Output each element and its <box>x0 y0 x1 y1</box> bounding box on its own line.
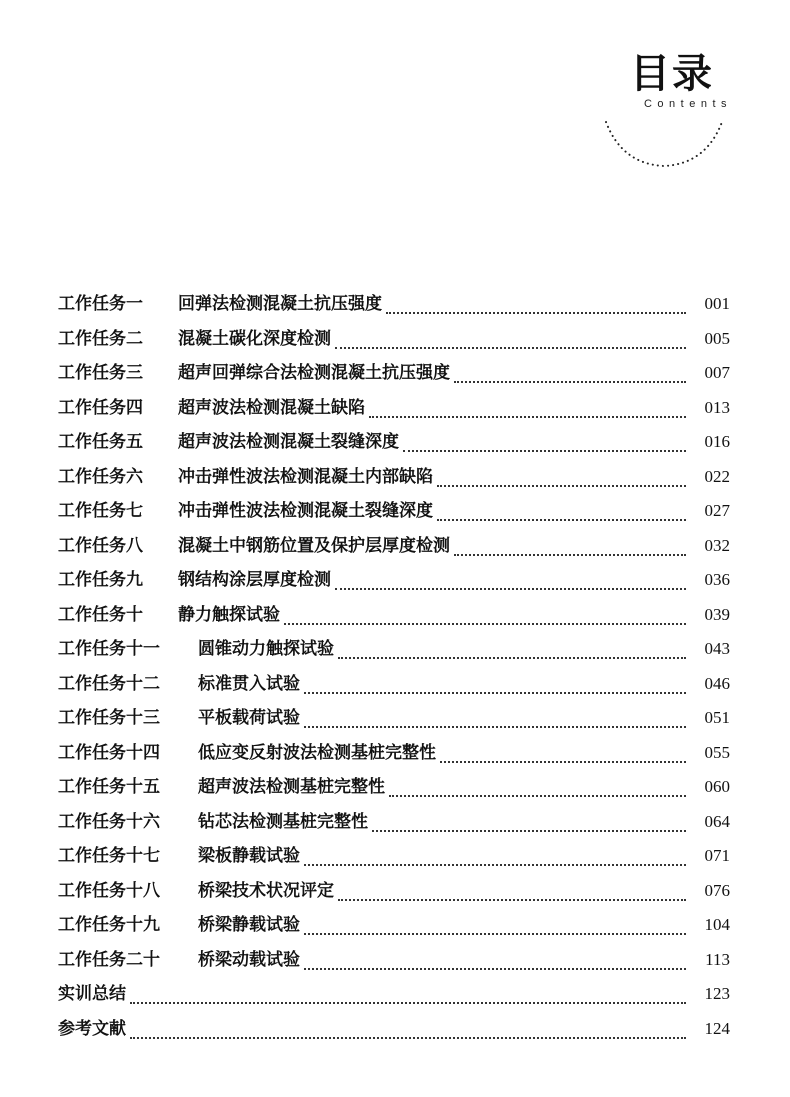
dot-leader <box>130 992 686 1004</box>
toc-entry[interactable] <box>58 1012 730 1047</box>
toc-entry-title: 桥梁动载试验 <box>198 949 300 970</box>
dot-leader <box>130 1027 686 1039</box>
toc-entry-page-number: 032 <box>704 535 730 555</box>
dot-leader <box>437 475 686 487</box>
dot-leader <box>304 716 686 728</box>
toc-entry-page-number: 104 <box>704 915 730 934</box>
dot-leader <box>389 785 686 797</box>
toc-entry-page-number: 071 <box>704 846 730 865</box>
toc-entry-title: 桥梁技术状况评定 <box>198 880 334 901</box>
dot-leader <box>335 578 686 590</box>
toc-entry[interactable] <box>58 874 730 909</box>
dot-leader <box>284 613 686 625</box>
toc-entry[interactable] <box>58 770 730 805</box>
dot-leader <box>304 682 686 694</box>
toc-entry-page-number: 013 <box>704 397 730 417</box>
toc-entry-page-number: 046 <box>704 673 730 693</box>
toc-entry-title: 平板载荷试验 <box>198 708 300 728</box>
toc-entry-label: 工作任务八 <box>58 535 143 556</box>
toc-entry-label: 工作任务二 <box>58 328 143 349</box>
toc-entry-label: 工作任务五 <box>58 432 143 452</box>
dot-leader <box>386 302 686 314</box>
toc-entry-label: 工作任务三 <box>58 363 143 383</box>
toc-entry-label: 工作任务十三 <box>58 708 160 728</box>
toc-entry[interactable] <box>58 391 730 426</box>
toc-entry-title: 低应变反射波法检测基桩完整性 <box>198 742 436 763</box>
toc-entry-title: 回弹法检测混凝土抗压强度 <box>178 294 382 314</box>
dot-leader <box>437 509 686 521</box>
toc-entry[interactable] <box>58 632 730 667</box>
toc-entry-label: 工作任务七 <box>58 501 143 521</box>
toc-entry-page-number: 007 <box>704 363 730 382</box>
toc-entry[interactable] <box>58 805 730 840</box>
dot-leader <box>369 406 686 418</box>
toc-entry[interactable] <box>58 908 730 943</box>
toc-entry-title: 超声波法检测混凝土裂缝深度 <box>178 432 399 452</box>
toc-entry-page-number: 039 <box>704 604 730 624</box>
toc-entry-page-number: 123 <box>704 984 730 1003</box>
toc-entry[interactable] <box>58 598 730 633</box>
dot-leader <box>338 889 686 901</box>
toc-entry-label: 工作任务九 <box>58 570 143 590</box>
toc-entry-title: 混凝土碳化深度检测 <box>178 328 331 349</box>
toc-entry-page-number: 005 <box>704 328 730 348</box>
dot-leader <box>338 647 686 659</box>
dot-leader <box>304 854 686 866</box>
dotted-arc-ornament <box>602 118 726 172</box>
toc-entry-title: 梁板静载试验 <box>198 846 300 866</box>
toc-entry[interactable] <box>58 736 730 771</box>
toc-entry-title: 超声回弹综合法检测混凝土抗压强度 <box>178 363 450 383</box>
dot-leader <box>304 958 686 970</box>
page-title: 目录 <box>630 51 714 97</box>
dot-leader <box>440 751 686 763</box>
dot-leader <box>304 923 686 935</box>
dot-leader <box>454 544 686 556</box>
table-of-contents <box>58 287 730 1046</box>
toc-entry-title: 圆锥动力触探试验 <box>198 639 334 659</box>
dot-leader <box>403 440 686 452</box>
toc-entry-page-number: 051 <box>704 708 730 727</box>
toc-entry-title: 超声波法检测基桩完整性 <box>198 777 385 797</box>
toc-entry-page-number: 016 <box>704 432 730 451</box>
toc-entry[interactable] <box>58 494 730 529</box>
toc-entry-page-number: 055 <box>704 742 730 762</box>
toc-entry-page-number: 076 <box>704 880 730 900</box>
toc-entry-title: 静力触探试验 <box>178 604 280 625</box>
toc-entry[interactable] <box>58 356 730 391</box>
toc-entry-label: 工作任务二十 <box>58 949 160 970</box>
toc-entry-label: 工作任务十九 <box>58 915 160 935</box>
toc-entry-page-number: 124 <box>704 1018 730 1038</box>
toc-entry-label: 工作任务十八 <box>58 880 160 901</box>
dot-leader <box>372 820 686 832</box>
dot-leader <box>454 371 686 383</box>
toc-entry-label: 参考文献 <box>58 1018 126 1039</box>
toc-entry[interactable] <box>58 529 730 564</box>
toc-entry-page-number: 060 <box>704 777 730 796</box>
toc-entry-label: 工作任务一 <box>58 294 143 314</box>
toc-entry-label: 工作任务十五 <box>58 777 160 797</box>
toc-entry-page-number: 036 <box>704 570 730 589</box>
toc-entry[interactable] <box>58 322 730 357</box>
toc-entry-label: 工作任务十一 <box>58 639 160 659</box>
toc-entry-page-number: 022 <box>704 466 730 486</box>
toc-entry-title: 钢结构涂层厚度检测 <box>178 570 331 590</box>
toc-entry[interactable] <box>58 943 730 978</box>
toc-entry-page-number: 043 <box>704 639 730 658</box>
toc-entry-page-number: 064 <box>704 811 730 831</box>
toc-entry-page-number: 001 <box>704 294 730 313</box>
toc-entry-title: 混凝土中钢筋位置及保护层厚度检测 <box>178 535 450 556</box>
toc-entry[interactable] <box>58 460 730 495</box>
toc-entry-label: 实训总结 <box>58 984 126 1004</box>
toc-entry[interactable] <box>58 287 730 322</box>
toc-entry-title: 钻芯法检测基桩完整性 <box>198 811 368 832</box>
page-subtitle: Contents <box>643 98 732 110</box>
toc-entry-label: 工作任务四 <box>58 397 143 418</box>
toc-entry-label: 工作任务十七 <box>58 846 160 866</box>
toc-entry[interactable] <box>58 839 730 874</box>
toc-entry-label: 工作任务十四 <box>58 742 160 763</box>
toc-entry-title: 标准贯入试验 <box>198 673 300 694</box>
toc-entry[interactable] <box>58 977 730 1012</box>
toc-header <box>600 42 732 172</box>
toc-entry[interactable] <box>58 701 730 736</box>
toc-entry-page-number: 113 <box>705 949 730 969</box>
toc-entry-label: 工作任务十二 <box>58 673 160 694</box>
toc-entry-title: 冲击弹性波法检测混凝土内部缺陷 <box>178 466 433 487</box>
toc-entry-label: 工作任务十六 <box>58 811 160 832</box>
dot-leader <box>335 337 686 349</box>
toc-entry-title: 超声波法检测混凝土缺陷 <box>178 397 365 418</box>
toc-entry-label: 工作任务六 <box>58 466 143 487</box>
toc-entry-title: 冲击弹性波法检测混凝土裂缝深度 <box>178 501 433 521</box>
toc-entry-page-number: 027 <box>704 501 730 520</box>
toc-entry-title: 桥梁静载试验 <box>198 915 300 935</box>
toc-entry[interactable] <box>58 667 730 702</box>
toc-entry[interactable] <box>58 563 730 598</box>
toc-entry-label: 工作任务十 <box>58 604 143 625</box>
toc-entry[interactable] <box>58 425 730 460</box>
